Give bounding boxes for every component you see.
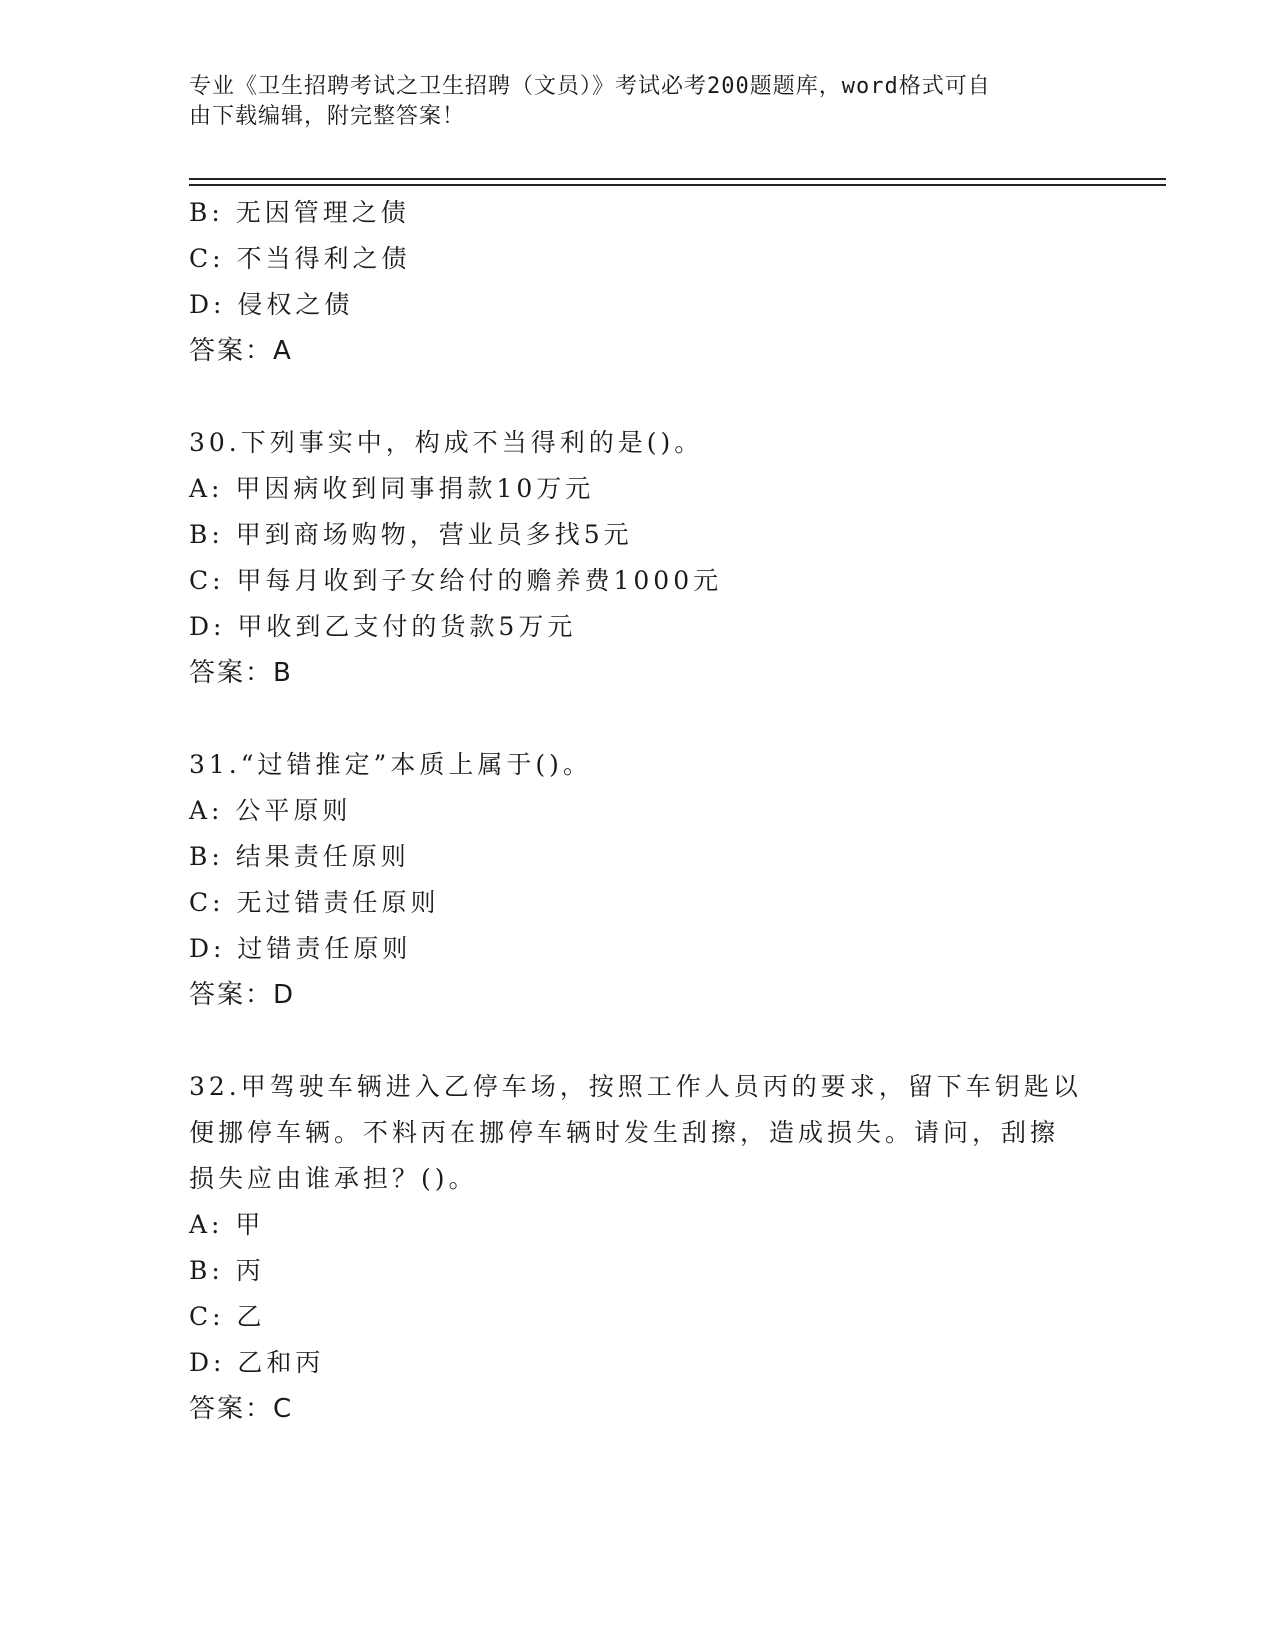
header-line-2: 由下载编辑，附完整答案！ — [189, 104, 466, 129]
spacer — [189, 696, 1089, 742]
header-line-1: 专业《卫生招聘考试之卫生招聘（文员）》考试必考200题题库，word格式可自 — [189, 74, 991, 99]
question-stem-line: 便挪停车辆。不料丙在挪停车辆时发生刮擦，造成损失。请问，刮擦 — [189, 1118, 1060, 1147]
question-stem: 31.“过错推定”本质上属于()。 — [189, 750, 592, 779]
option-b: B: 无因管理之债 — [189, 198, 410, 227]
option-b: B: 结果责任原则 — [189, 842, 410, 871]
option-d: D: 乙和丙 — [189, 1348, 325, 1377]
header-divider-top — [189, 178, 1166, 180]
option-a: A: 公平原则 — [189, 796, 352, 825]
question-list — [189, 190, 1089, 1432]
question-stem-line: 32.甲驾驶车辆进入乙停车场，按照工作人员丙的要求，留下车钥匙以 — [189, 1072, 1082, 1101]
option-c: C: 乙 — [189, 1302, 266, 1331]
question-stem: 30.下列事实中，构成不当得利的是()。 — [189, 428, 704, 457]
question-stem-line: 损失应由谁承担？()。 — [189, 1164, 478, 1193]
question-block-31 — [189, 742, 1089, 1018]
answer-line: 答案：C — [189, 1394, 294, 1424]
answer-line: 答案：B — [189, 658, 293, 688]
question-block-30 — [189, 420, 1089, 696]
document-header — [189, 72, 1079, 132]
option-d: D: 侵权之债 — [189, 290, 354, 319]
spacer — [189, 374, 1089, 420]
answer-line: 答案：D — [189, 980, 296, 1010]
option-a: A: 甲因病收到同事捐款10万元 — [189, 474, 595, 503]
spacer — [189, 1018, 1089, 1064]
option-c: C: 无过错责任原则 — [189, 888, 440, 917]
question-block-32 — [189, 1064, 1089, 1432]
option-c: C: 甲每月收到子女给付的赡养费1000元 — [189, 566, 723, 595]
header-divider-bottom — [189, 184, 1166, 186]
option-b: B: 甲到商场购物，营业员多找5元 — [189, 520, 633, 549]
option-d: D: 过错责任原则 — [189, 934, 412, 963]
option-c: C: 不当得利之债 — [189, 244, 411, 273]
option-a: A: 甲 — [189, 1210, 265, 1239]
answer-line: 答案：A — [189, 336, 293, 366]
question-block-29 — [189, 190, 1089, 374]
option-d: D: 甲收到乙支付的货款5万元 — [189, 612, 577, 641]
option-b: B: 丙 — [189, 1256, 265, 1285]
